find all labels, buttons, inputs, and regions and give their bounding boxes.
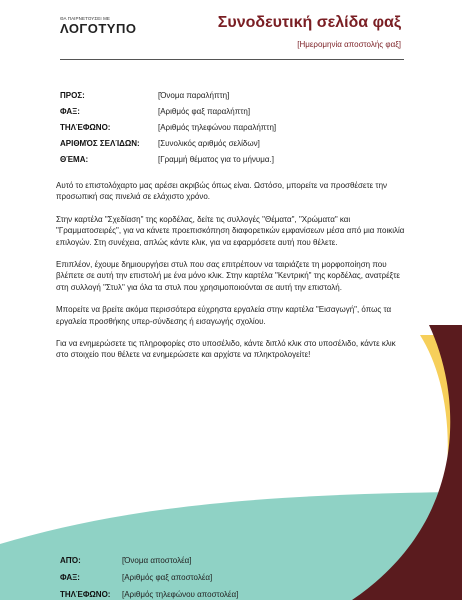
sender-fax-field[interactable]: [Αριθμός φαξ αποστολέα]	[122, 573, 213, 582]
field-label: ΤΗΛΈΦΩΝΟ:	[60, 590, 111, 599]
sender-name-field[interactable]: [Όνομα αποστολέα]	[122, 556, 192, 565]
field-row-sender-phone	[60, 586, 360, 600]
sender-fields	[60, 552, 360, 600]
field-row-sender-fax	[60, 569, 360, 586]
field-row-from	[60, 552, 360, 569]
field-label: ΠΡΟΣ:	[60, 90, 85, 100]
logo-caption: ΘΑ ΠΑΙΡΝΕΤΟΥΣΕΙ ΜΕ	[60, 16, 111, 21]
field-label: ΤΗΛΈΦΩΝΟ:	[60, 122, 111, 132]
recipient-fax-field[interactable]: [Αριθμός φαξ παραλήπτη]	[158, 106, 251, 116]
recipient-name-field[interactable]: [Όνομα παραλήπτη]	[158, 90, 230, 100]
body-paragraph: Για να ενημερώσετε τις πληροφορίες στο υποσέλιδο, κάντε διπλό κλικ στο υποσέλιδο, κάντε κλικ στο στοιχείο που θέλετε να ενημερώσετε και αρχίστε να πληκτρολογείτε!	[56, 339, 396, 360]
body-paragraph: Μπορείτε να βρείτε ακόμα περισσότερα εύχρηστα εργαλεία στην καρτέλα "Εισαγωγή", όπως τα εργαλεία προσθήκης υπερ-σύνδεσης ή εισαγωγής σχολίου.	[56, 305, 392, 326]
recipient-phone-field[interactable]: [Αριθμός τηλεφώνου παραλήπτη]	[158, 122, 277, 132]
body-paragraph: Στην καρτέλα "Σχεδίαση" της κορδέλας, δείτε τις συλλογές "Θέματα", "Χρώματα" και "Γραμματοσειρές", για να κάνετε προεπισκόπηση διαφορετικών εμφανίσεων μέσα από μια ποικιλία επιλογών. Στη συνέχεια, απλώς κάντε κλικ, για να εφαρμόσετε αυτή που θέλετε.	[56, 214, 405, 247]
recipient-fields	[60, 87, 420, 167]
field-label: ΦΑΞ:	[60, 106, 80, 116]
date-placeholder[interactable]: [Ημερομηνία αποστολής φαξ]	[297, 40, 401, 49]
page-title: Συνοδευτική σελίδα φαξ	[217, 14, 401, 31]
logo[interactable]: ΛΟΓΟΤΥΠΟ	[60, 21, 137, 36]
page-count-field[interactable]: [Συνολικός αριθμός σελίδων]	[158, 138, 260, 148]
sender-phone-field[interactable]: [Αριθμός τηλεφώνου αποστολέα]	[122, 590, 239, 599]
header-divider	[60, 59, 404, 60]
message-body[interactable]	[56, 180, 408, 372]
field-row-fax	[60, 103, 420, 119]
field-label: ΑΠΌ:	[60, 556, 81, 565]
subject-field[interactable]: [Γραμμή θέματος για το μήνυμα.]	[158, 154, 274, 164]
field-row-phone	[60, 119, 420, 135]
field-row-pages	[60, 135, 420, 151]
field-label: ΦΑΞ:	[60, 573, 80, 582]
field-row-subject	[60, 151, 420, 167]
body-paragraph: Επιπλέον, έχουμε δημιουργήσει στυλ που σας επιτρέπουν να ταιριάζετε τη μορφοποίηση που βλέπετε σε αυτή την επιστολή με ένα μόνο κλικ. Στην καρτέλα "Κεντρική" της κορδέλας, ανατρέξτε στη συλλογή "Στυλ" για όλα τα στυλ που χρησιμοποιούνται σε αυτή την επιστολή.	[56, 260, 400, 292]
field-label: ΑΡΙΘΜΌΣ ΣΕΛΊΔΩΝ:	[60, 138, 140, 148]
body-paragraph: Αυτό το επιστολόχαρτο μας αρέσει ακριβώς όπως είναι. Ωστόσο, μπορείτε να προσθέσετε την προσωπική σας πινελιά σε ελάχιστο χρόνο.	[56, 181, 388, 202]
field-label: ΘΈΜΑ:	[60, 154, 89, 164]
field-row-to	[60, 87, 420, 103]
